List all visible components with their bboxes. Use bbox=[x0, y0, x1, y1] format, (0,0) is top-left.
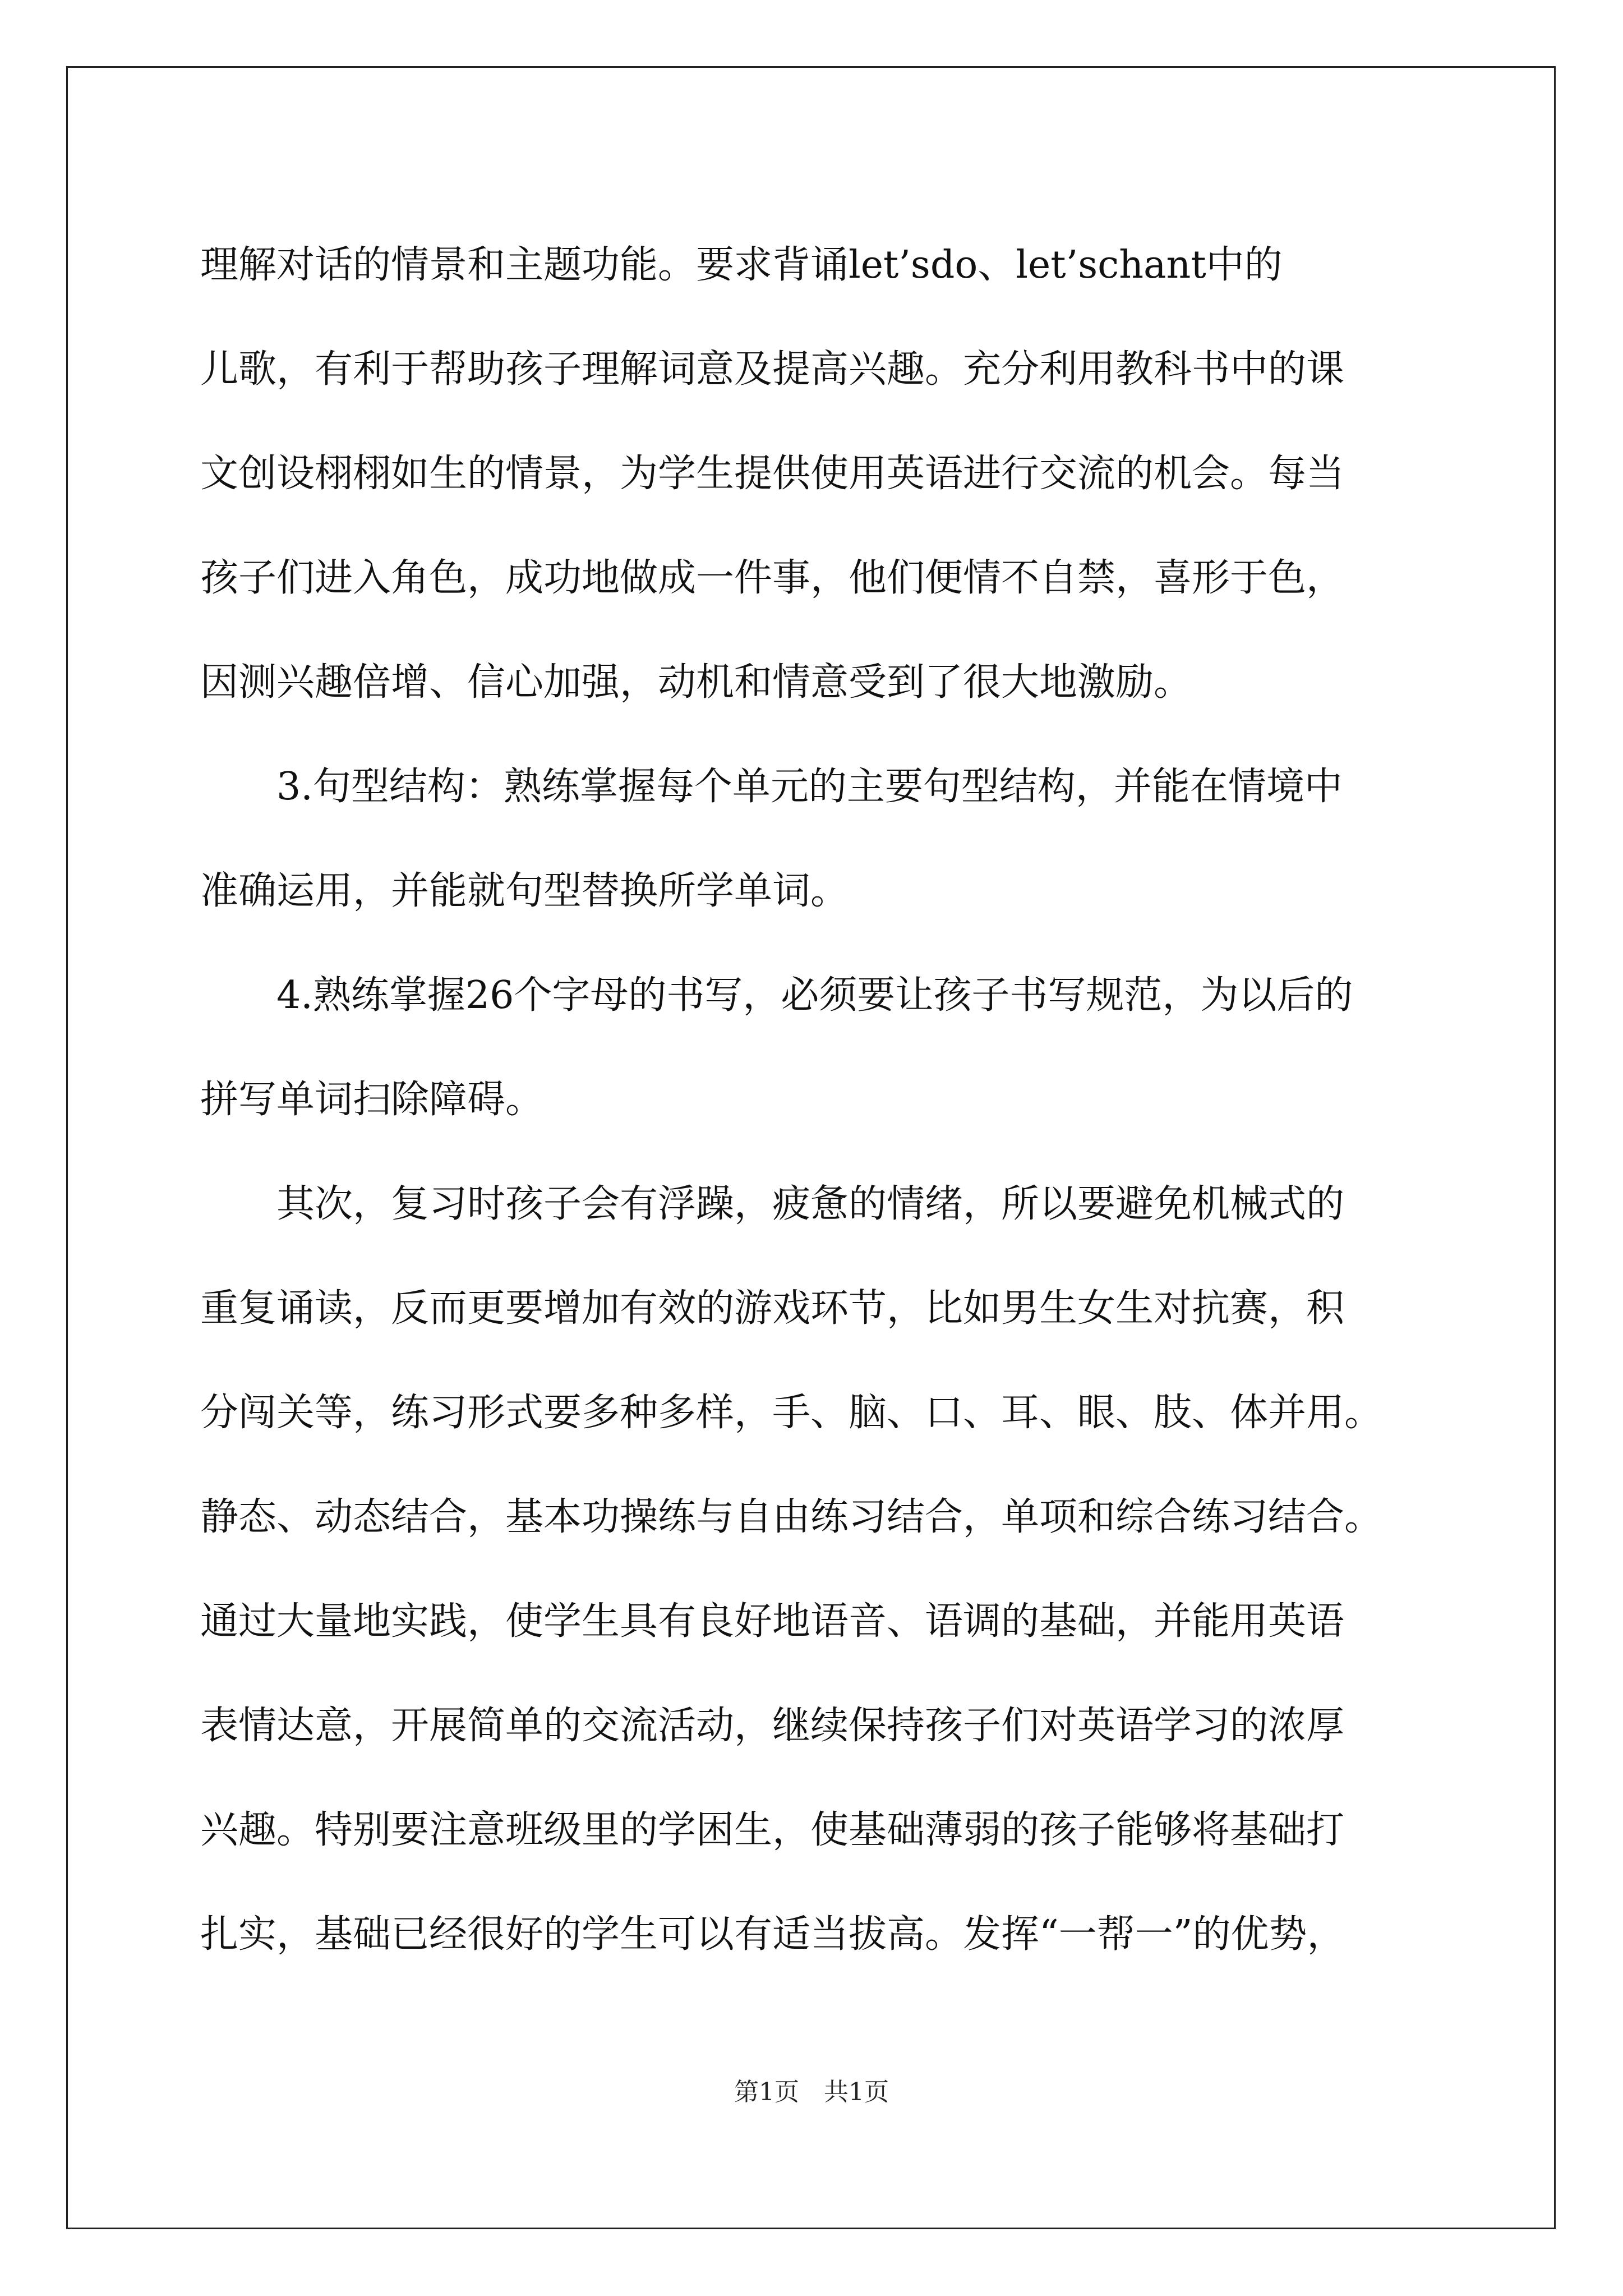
text-line: 分闯关等，练习形式要多种多样，手、脑、口、耳、眼、肢、体并用。 bbox=[200, 1391, 1383, 1435]
text-line: 其次，复习时孩子会有浮躁，疲惫的情绪，所以要避免机械式的 bbox=[276, 1182, 1345, 1226]
text-line: 拼写单词扫除障碍。 bbox=[200, 1078, 544, 1122]
text-line: 3.句型结构：熟练掌握每个单元的主要句型结构，并能在情境中 bbox=[276, 765, 1343, 809]
page-footer: 第1页 共1页 bbox=[734, 2078, 889, 2106]
text-line: 儿歌，有利于帮助孩子理解词意及提高兴趣。充分利用教科书中的课 bbox=[200, 347, 1345, 392]
text-line: 孩子们进入角色，成功地做成一件事，他们便情不自禁，喜形于色， bbox=[200, 556, 1345, 600]
text-line: 兴趣。特别要注意班级里的学困生，使基础薄弱的孩子能够将基础打 bbox=[200, 1808, 1345, 1852]
text-line: 静态、动态结合，基本功操练与自由练习结合，单项和综合练习结合。 bbox=[200, 1495, 1383, 1539]
text-line: 表情达意，开展简单的交流活动，继续保持孩子们对英语学习的浓厚 bbox=[200, 1704, 1345, 1748]
document-body bbox=[200, 213, 1428, 1987]
text-line: 因测兴趣倍增、信心加强，动机和情意受到了很大地激励。 bbox=[200, 660, 1192, 705]
text-line: 准确运用，并能就句型替换所学单词。 bbox=[200, 869, 849, 913]
text-line: 4.熟练掌握26个字母的书写，必须要让孩子书写规范，为以后的 bbox=[276, 973, 1353, 1018]
text-line: 扎实，基础已经很好的学生可以有适当拔高。发挥“一帮一”的优势， bbox=[200, 1912, 1345, 1957]
text-line: 通过大量地实践，使学生具有良好地语音、语调的基础，并能用英语 bbox=[200, 1599, 1345, 1644]
text-line: 文创设栩栩如生的情景，为学生提供使用英语进行交流的机会。每当 bbox=[200, 452, 1345, 496]
text-line: 理解对话的情景和主题功能。要求背诵let’sdo、let’schant中的 bbox=[200, 243, 1283, 287]
text-line: 重复诵读，反而更要增加有效的游戏环节，比如男生女生对抗赛，积 bbox=[200, 1286, 1345, 1331]
